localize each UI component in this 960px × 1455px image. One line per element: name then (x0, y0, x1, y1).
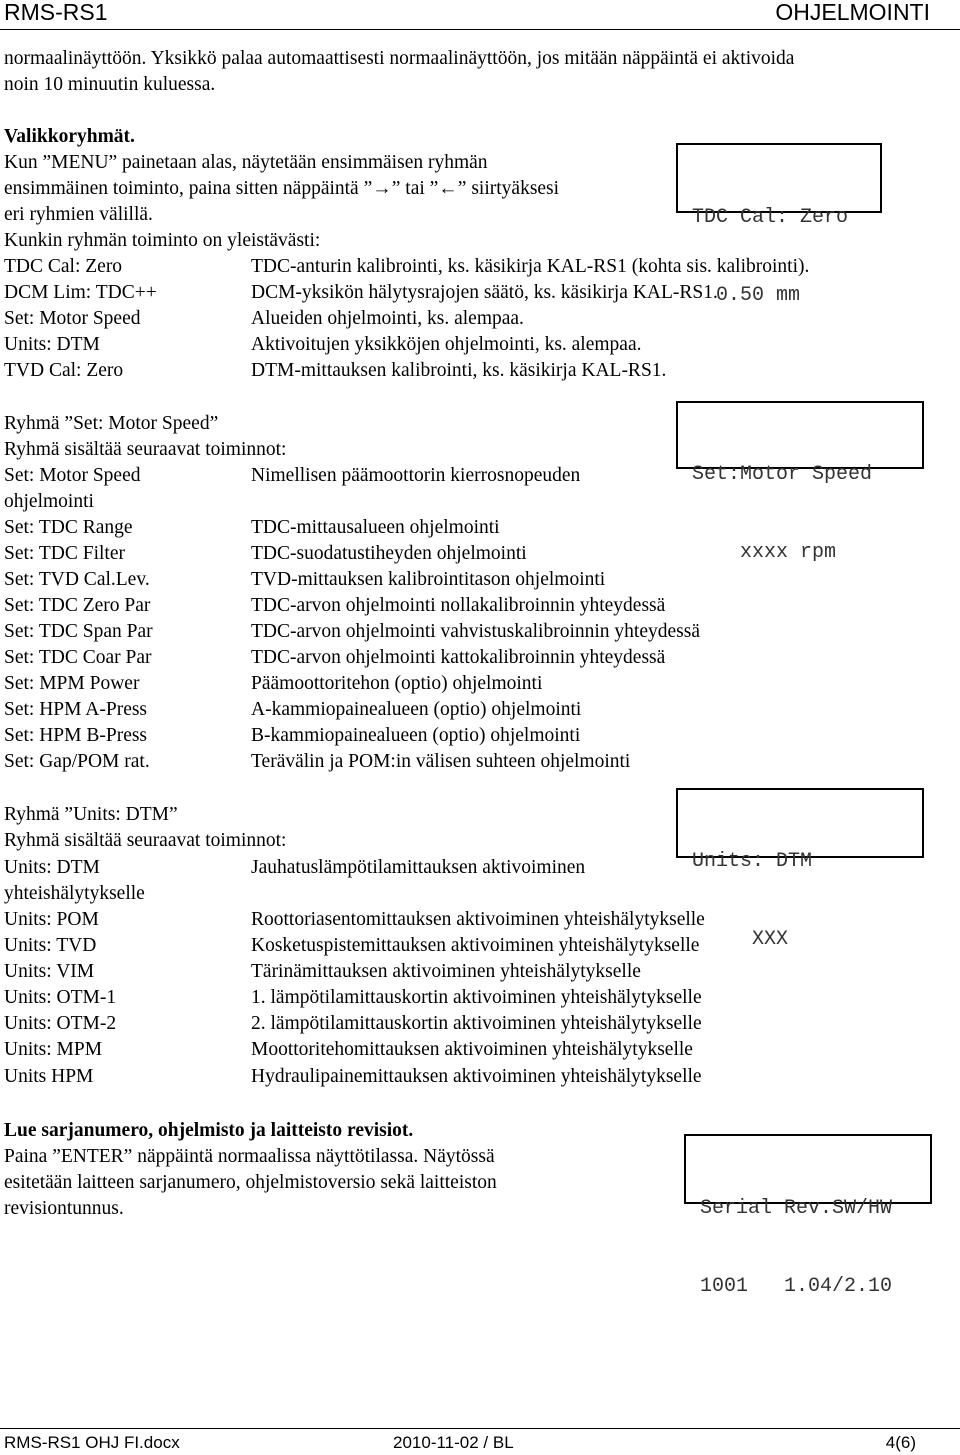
serial-heading: Lue sarjanumero, ohjelmisto ja laitteisto revisiot. (4, 1120, 414, 1141)
units-row-name: Units: MPM (4, 1039, 103, 1060)
group-row-desc: Aktivoitujen yksikköjen ohjelmointi, ks. alempaa. (251, 334, 642, 355)
set-row-desc-wrap: ohjelmointi (4, 491, 94, 512)
lcd-line: XXX (692, 928, 789, 951)
menu-groups-text: Kun ”MENU” painetaan alas, näytetään ensimmäisen ryhmän (4, 152, 488, 173)
set-row-desc: TDC-arvon ohjelmointi nollakalibroinnin yhteydessä (251, 595, 666, 616)
set-row-desc: TDC-arvon ohjelmointi vahvistuskalibroinnin yhteydessä (251, 621, 700, 642)
group-row-name: TVD Cal: Zero (4, 360, 124, 381)
set-row-desc: TDC-arvon ohjelmointi kattokalibroinnin yhteydessä (251, 647, 666, 668)
set-row-name: Set: TDC Span Par (4, 621, 153, 642)
units-row-desc: 1. lämpötilamittauskortin aktivoiminen yhteishälytykselle (251, 987, 702, 1008)
set-group-title: Ryhmä ”Set: Motor Speed” (4, 413, 219, 434)
set-row-desc: TDC-mittausalueen ohjelmointi (251, 517, 500, 538)
set-row-desc: B-kammiopainealueen (optio) ohjelmointi (251, 725, 581, 746)
units-group-subtitle: Ryhmä sisältää seuraavat toiminnot: (4, 830, 287, 851)
group-row-name: TDC Cal: Zero (4, 256, 123, 277)
lcd-line: xxxx rpm (692, 541, 837, 564)
lcd-display-serial (684, 1134, 932, 1298)
set-row-name: Set: TDC Coar Par (4, 647, 152, 668)
units-row-desc: Kosketuspistemittauksen aktivoiminen yhteishälytykselle (251, 935, 700, 956)
menu-groups-text: eri ryhmien välillä. (4, 204, 153, 225)
units-row-name: Units: OTM-2 (4, 1013, 117, 1034)
set-row-name: Set: TDC Filter (4, 543, 125, 564)
units-group-title: Ryhmä ”Units: DTM” (4, 804, 178, 825)
units-row-name: Units: OTM-1 (4, 987, 117, 1008)
lcd-display-units-dtm (676, 788, 924, 951)
footer-rule (0, 1428, 960, 1429)
group-row-name: Set: Motor Speed (4, 308, 141, 329)
header-title: RMS-RS1 (4, 0, 108, 25)
lcd-line: 1001 1.04/2.10 (700, 1275, 893, 1298)
units-row-name: Units: POM (4, 909, 99, 930)
intro-line: noin 10 minuutin kuluessa. (4, 74, 216, 95)
lcd-display-motor-speed (676, 401, 924, 564)
units-row-name: Units: TVD (4, 935, 97, 956)
serial-text: esitetään laitteen sarjanumero, ohjelmistoversio sekä laitteiston (4, 1172, 497, 1193)
set-row-desc: Terävälin ja POM:in välisen suhteen ohjelmointi (251, 751, 631, 772)
units-row-name: Units: VIM (4, 961, 95, 982)
set-row-name: Set: Motor Speed (4, 465, 141, 486)
units-row-desc: Tärinämittauksen aktivoiminen yhteishälytykselle (251, 961, 641, 982)
set-row-desc: A-kammiopainealueen (optio) ohjelmointi (251, 699, 582, 720)
units-row-desc: Jauhatuslämpötilamittauksen aktivoiminen (251, 857, 586, 878)
set-row-name: Set: MPM Power (4, 673, 140, 694)
footer-filename: RMS-RS1 OHJ FI.docx (4, 1433, 180, 1452)
header-rule (0, 29, 960, 30)
set-row-name: Set: HPM B-Press (4, 725, 148, 746)
group-row-desc: DTM-mittauksen kalibrointi, ks. käsikirja KAL-RS1. (251, 360, 667, 381)
menu-groups-text: ensimmäinen toiminto, paina sitten näppäintä ”→” tai ”←” siirtyäksesi (4, 178, 560, 199)
footer-date: 2010-11-02 / BL (393, 1433, 514, 1452)
header-section: OHJELMOINTI (775, 0, 930, 25)
set-row-name: Set: TDC Range (4, 517, 133, 538)
units-row-desc: Roottoriasentomittauksen aktivoiminen yhteishälytykselle (251, 909, 705, 930)
units-row-name: Units HPM (4, 1066, 94, 1087)
set-group-subtitle: Ryhmä sisältää seuraavat toiminnot: (4, 439, 287, 460)
lcd-line: Units: DTM (692, 850, 813, 873)
lcd-line: Serial Rev.SW/HW (700, 1197, 893, 1220)
lcd-line: 0.50 mm (692, 284, 801, 307)
set-row-name: Set: TDC Zero Par (4, 595, 151, 616)
group-row-desc: TDC-anturin kalibrointi, ks. käsikirja KAL-RS1 (kohta sis. kalibrointi). (251, 256, 810, 277)
footer-page-number: 4(6) (885, 1433, 916, 1452)
serial-text: revisiontunnus. (4, 1198, 124, 1219)
set-row-desc: Päämoottoritehon (optio) ohjelmointi (251, 673, 543, 694)
set-row-desc: TVD-mittauksen kalibrointitason ohjelmointi (251, 569, 606, 590)
units-row-name: Units: DTM (4, 857, 100, 878)
lcd-line: Set:Motor Speed (692, 463, 873, 486)
units-row-desc: Moottoritehomittauksen aktivoiminen yhteishälytykselle (251, 1039, 693, 1060)
units-row-desc: Hydraulipainemittauksen aktivoiminen yhteishälytykselle (251, 1066, 702, 1087)
set-row-desc: Nimellisen päämoottorin kierrosnopeuden (251, 465, 581, 486)
group-row-desc: Alueiden ohjelmointi, ks. alempaa. (251, 308, 524, 329)
units-row-desc: 2. lämpötilamittauskortin aktivoiminen yhteishälytykselle (251, 1013, 702, 1034)
menu-groups-heading: Valikkoryhmät. (4, 126, 135, 147)
set-row-name: Set: Gap/POM rat. (4, 751, 150, 772)
lcd-display-tdc-cal (676, 143, 882, 307)
units-row-desc-wrap: yhteishälytykselle (4, 883, 145, 904)
lcd-line: TDC Cal: Zero (692, 206, 849, 229)
set-row-name: Set: HPM A-Press (4, 699, 148, 720)
group-row-name: DCM Lim: TDC++ (4, 282, 157, 303)
set-row-desc: TDC-suodatustiheyden ohjelmointi (251, 543, 527, 564)
group-row-name: Units: DTM (4, 334, 100, 355)
group-row-desc: DCM-yksikön hälytysrajojen säätö, ks. käsikirja KAL-RS1. (251, 282, 718, 303)
menu-groups-text: Kunkin ryhmän toiminto on yleistävästi: (4, 230, 321, 251)
set-row-name: Set: TVD Cal.Lev. (4, 569, 150, 590)
serial-text: Paina ”ENTER” näppäintä normaalissa näyttötilassa. Näytössä (4, 1146, 495, 1167)
intro-line: normaalinäyttöön. Yksikkö palaa automaattisesti normaalinäyttöön, jos mitään näppäintä ei aktivoida (4, 48, 795, 69)
